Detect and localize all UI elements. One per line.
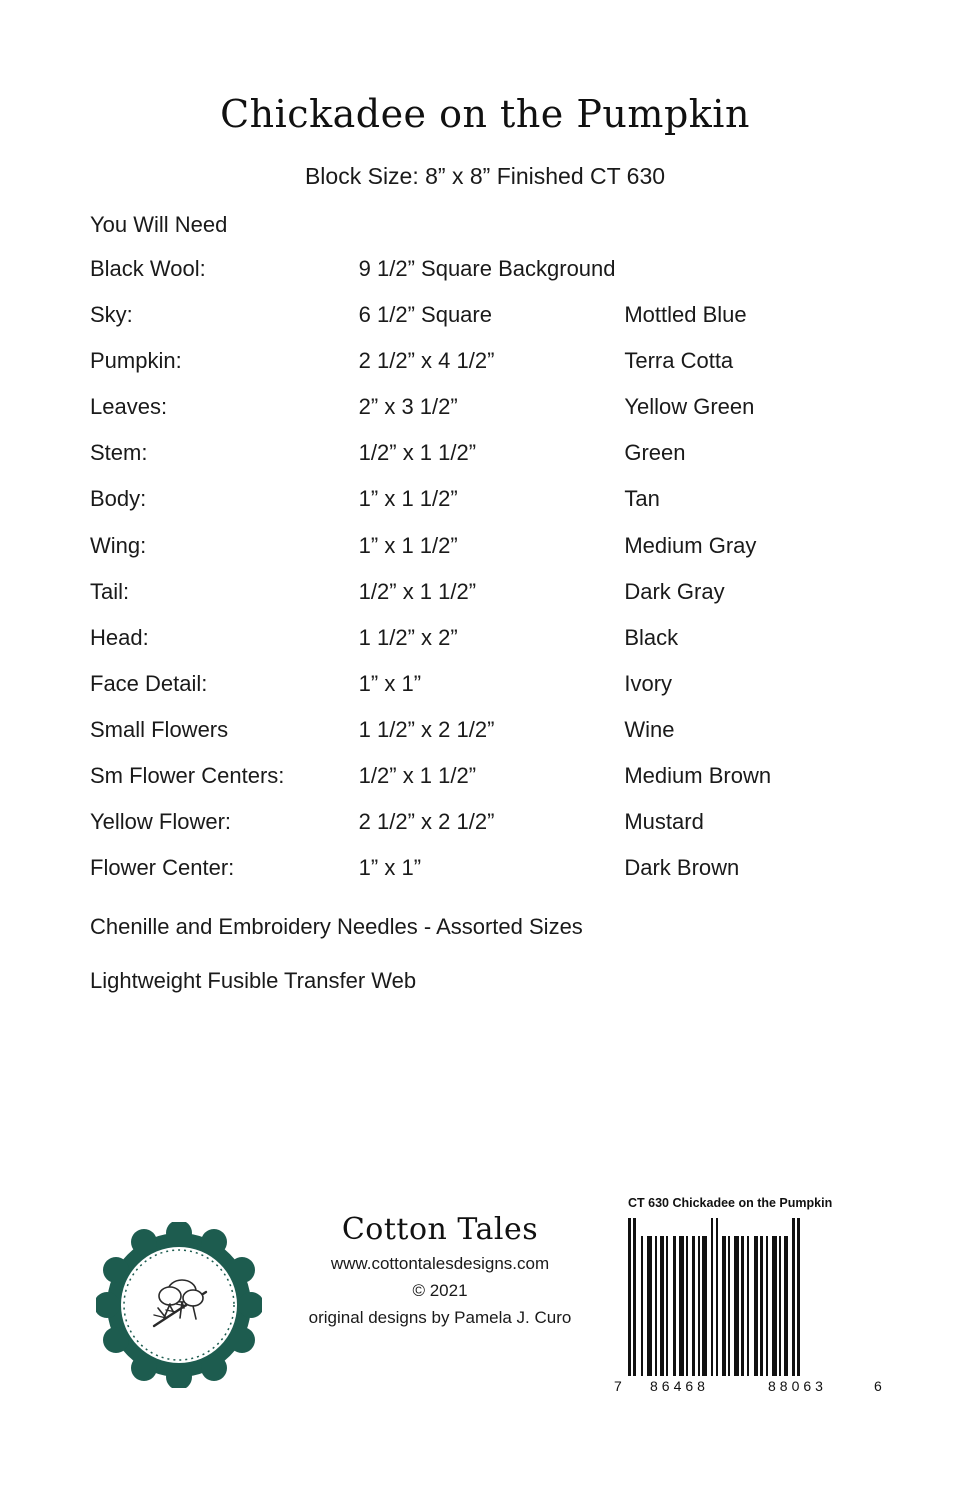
material-size: 2 1/2” x 4 1/2”	[358, 348, 495, 374]
material-color: Ivory	[624, 670, 673, 696]
material-color: Dark Gray	[624, 578, 725, 604]
material-item: Flower Center:	[90, 855, 235, 881]
table-row	[90, 303, 880, 349]
table-row	[90, 395, 880, 441]
materials-section	[0, 190, 970, 994]
table-row	[90, 441, 880, 487]
material-item: Body:	[90, 486, 147, 512]
material-color: Black	[624, 624, 679, 650]
table-row	[90, 487, 880, 533]
material-size: 1/2” x 1 1/2”	[358, 440, 477, 466]
material-item: Sky:	[90, 302, 133, 328]
material-size: 1” x 1 1/2”	[358, 532, 458, 558]
brand-block	[275, 1212, 605, 1328]
fusible-web-note: Lightweight Fusible Transfer Web	[90, 968, 417, 994]
material-size: 1” x 1”	[358, 855, 422, 881]
barcode-block	[614, 1196, 886, 1398]
table-row	[90, 764, 880, 810]
material-color: Dark Brown	[624, 855, 740, 881]
material-item: Small Flowers	[90, 716, 229, 742]
table-row	[90, 349, 880, 395]
material-color: Terra Cotta	[624, 348, 734, 374]
material-color: Yellow Green	[624, 394, 755, 420]
table-row	[90, 580, 880, 626]
material-color: Medium Gray	[624, 532, 757, 558]
page-footer	[0, 1190, 970, 1420]
page-title: Chickadee on the Pumpkin	[220, 92, 750, 136]
table-row	[90, 810, 880, 856]
barcode-digit-group1: 86468	[650, 1378, 709, 1394]
material-item: Head:	[90, 624, 149, 650]
material-size: 1/2” x 1 1/2”	[358, 763, 477, 789]
material-item: Face Detail:	[90, 670, 208, 696]
brand-website[interactable]: www.cottontalesdesigns.com	[330, 1254, 550, 1273]
material-item: Stem:	[90, 440, 148, 466]
barcode-caption: CT 630 Chickadee on the Pumpkin	[628, 1196, 833, 1210]
material-color: Mustard	[624, 809, 704, 835]
material-item: Wing:	[90, 532, 147, 558]
table-row	[90, 257, 880, 303]
barcode-bars	[628, 1218, 886, 1376]
table-row	[90, 856, 880, 902]
materials-table	[90, 257, 880, 902]
material-item: Yellow Flower:	[90, 809, 232, 835]
copyright: © 2021	[412, 1281, 468, 1300]
material-item: Black Wool:	[90, 256, 206, 281]
material-size: 1 1/2” x 2 1/2”	[358, 716, 495, 742]
logo-svg	[96, 1222, 262, 1388]
barcode-digit-group2: 88063	[768, 1378, 827, 1394]
table-row	[90, 534, 880, 580]
material-item: Sm Flower Centers:	[90, 763, 285, 789]
material-size: 1/2” x 1 1/2”	[358, 578, 477, 604]
brand-name: Cotton Tales	[341, 1212, 539, 1247]
barcode-digit-right: 6	[874, 1378, 882, 1394]
material-color: Tan	[624, 486, 660, 512]
designer-credit: original designs by Pamela J. Curo	[308, 1308, 572, 1327]
table-row	[90, 672, 880, 718]
cotton-boll-logo	[96, 1222, 262, 1388]
material-size: 1 1/2” x 2”	[358, 624, 458, 650]
material-color: Green	[624, 440, 686, 466]
table-row	[90, 718, 880, 764]
material-item: Tail:	[90, 578, 130, 604]
barcode-digit-left: 7	[614, 1378, 622, 1394]
material-size: 1” x 1 1/2”	[358, 486, 458, 512]
you-will-need-heading: You Will Need	[90, 212, 228, 237]
block-size-subtitle: Block Size: 8” x 8” Finished CT 630	[304, 163, 666, 189]
material-size: 2” x 3 1/2”	[358, 394, 458, 420]
material-size: 9 1/2” Square Background	[358, 256, 616, 281]
material-item: Pumpkin:	[90, 348, 182, 374]
material-color: Medium Brown	[624, 763, 772, 789]
material-size: 2 1/2” x 2 1/2”	[358, 809, 495, 835]
needles-note: Chenille and Embroidery Needles - Assorted Sizes	[90, 914, 583, 940]
material-item: Leaves:	[90, 394, 168, 420]
barcode-digits	[614, 1378, 886, 1398]
table-row	[90, 626, 880, 672]
material-color: Mottled Blue	[624, 302, 747, 328]
material-size: 1” x 1”	[358, 670, 422, 696]
material-size: 6 1/2” Square	[358, 302, 492, 328]
material-color: Wine	[624, 716, 675, 742]
